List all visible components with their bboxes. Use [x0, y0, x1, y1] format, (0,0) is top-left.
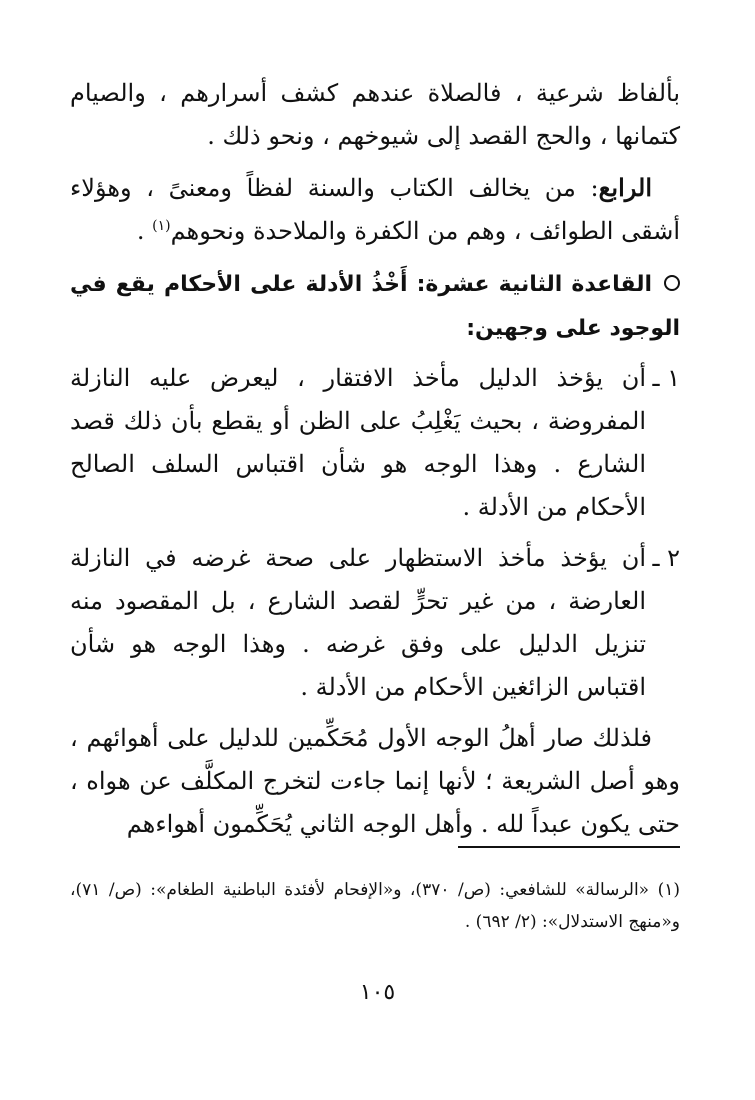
rule-heading-text: القاعدة الثانية عشرة: أَخْذُ الأدلة على الأحكام يقع في الوجود على وجهين:: [70, 272, 680, 341]
page-number: ١٠٥: [359, 980, 396, 1005]
list-item-number: ٢ ـ: [652, 544, 680, 572]
closing-paragraph: فلذلك صار أهلُ الوجه الأول مُحَكِّمين للدليل على أهوائهم ، وهو أصل الشريعة ؛ لأنها إنما جاءت لتخرج المكلَّف عن هواه ، حتى يكون عبداً لله . وأهل الوجه الثاني يُحَكِّمون أهواءهم: [70, 724, 680, 838]
footnote-text: «الرسالة» للشافعي: (ص/ ٣٧٠)، و«الإفحام لأفئدة الباطنية الطغام»: (ص/ ٧١)، و«منهج الاستدلال»: (٢/ ٦٩٢) .: [70, 880, 680, 932]
rule-heading: [70, 263, 680, 351]
fourth-lead-word: الرابع: [598, 173, 652, 202]
fourth-tail: .: [136, 217, 153, 245]
footnote-marker: (١): [657, 880, 681, 900]
footnote: [70, 874, 680, 938]
fourth-text: : من يخالف الكتاب والسنة لفظاً ومعنىً ، وهؤلاء أشقى الطوائف ، وهم من الكفرة والملاحدة ونحوهم: [70, 174, 680, 245]
footnote-separator: [458, 846, 680, 848]
circle-bullet-icon: [664, 275, 680, 291]
opening-paragraph: بألفاظ شرعية ، فالصلاة عندهم كشف أسرارهم ، والصيام كتمانها ، والحج القصد إلى شيوخهم ، ونحو ذلك .: [70, 79, 680, 150]
footnote-reference[interactable]: (١): [152, 218, 171, 234]
page-body: [70, 72, 680, 854]
list-item-text: أن يؤخذ مأخذ الاستظهار على صحة غرضه في النازلة العارضة ، من غير تحرٍّ لقصد الشارع ، بل المقصود منه تنزيل الدليل على وفق غرضه . وهذا الوجه هو شأن اقتباس الزائغين الأحكام من الأدلة .: [70, 544, 646, 701]
list-item: [70, 357, 680, 529]
list-item-text: أن يؤخذ الدليل مأخذ الافتقار ، ليعرض عليه النازلة المفروضة ، بحيث يَغْلِبُ على الظن أو يقطع بأن ذلك قصد الشارع . وهذا الوجه هو شأن اقتباس السلف الصالح الأحكام من الأدلة .: [70, 364, 646, 521]
fourth-paragraph: [70, 166, 680, 253]
list-item: [70, 537, 680, 709]
list-item-number: ١ ـ: [652, 364, 680, 392]
